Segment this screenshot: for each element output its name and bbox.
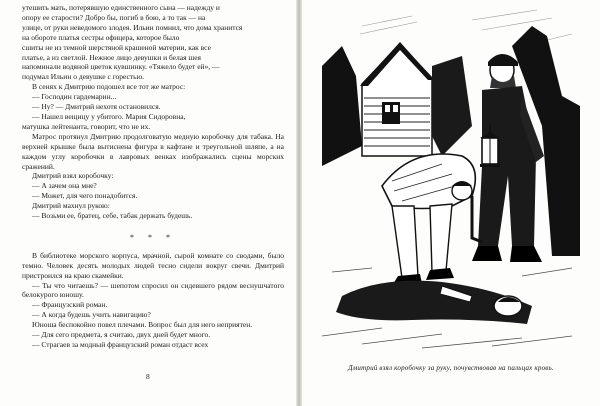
dark-tree: [322, 46, 362, 166]
dialogue-line: — Может, для чего понадобится.: [32, 191, 138, 201]
paragraph: Дмитрий махнул рукою:: [32, 201, 110, 211]
left-page: [0, 0, 296, 406]
text-line: подумал Ильин о девушке с горестью.: [22, 72, 145, 82]
dialogue-line: — А зачем она мне?: [32, 181, 97, 191]
paragraph: В библиотеке морского корпуса, мрачной, сырой комнате со сводами, было темно. Человек десять молодых людей тесно сидели вокруг свечи. Дмитрий пристроился на краю скамейки.: [22, 250, 284, 280]
right-page: [302, 0, 600, 406]
dialogue-line: — Для сего предмета, я считаю, двух дней будет много.: [32, 330, 211, 340]
text-line: сшиты не из темной шерстяной крашеной материи, как все: [22, 42, 211, 52]
text-line: на обороте платья сестры офицера, которое было: [22, 32, 180, 42]
paragraph: Юноша беспокойно повел плечами. Вопрос был для него неприятен.: [32, 320, 253, 330]
paragraph: Матрос протянул Дмитрию продолговатую медную коробочку для табака. На верхней крышке была вытиснена фигура в кафтане и треугольной шляпе, а на каждом углу коробочки в лавровых венках изображались сцены морских сражений.: [22, 131, 284, 171]
page-number: 8: [146, 372, 150, 381]
section-divider: * * *: [130, 232, 176, 242]
dialogue-line: — Ты что читаешь? — шепотом спросил он сидевшего рядом веснушчатого белокурого юношу.: [22, 280, 284, 300]
dialogue-line: — А когда будешь учить навигацию?: [32, 310, 151, 320]
text-line: платье, а из светлой. Нежное лицо девушки и белая шея: [22, 52, 201, 62]
dialogue-line: — Господин гардемарин...: [32, 92, 117, 102]
paragraph: В сенях к Дмитрию подошел все тот же матрос:: [32, 82, 186, 92]
text-line: опору ее старости? Добро бы, погиб в бою, а то так — на: [22, 12, 206, 22]
left-page-text: [22, 3, 284, 350]
house-drawing: [360, 42, 434, 156]
dialogue-line: — Французский роман.: [32, 300, 108, 310]
text-line: напоминали водяной цветок кувшинку. «Тяжело будет ей», —: [22, 62, 220, 72]
paragraph: Дмитрий взял коробочку:: [32, 171, 114, 181]
dialogue-line: матушка лейтенанта, говорит, что не их.: [22, 121, 151, 131]
ink-illustration: [322, 6, 580, 356]
illustration-caption: Дмитрий взял коробочку за руку, почувствовав на пальцах кровь.: [348, 364, 554, 372]
dialogue-line: — Возьми ее, братец, себе, табак держать будешь.: [32, 211, 193, 221]
lying-figure: [336, 281, 532, 324]
dialogue-line: — Ну? — Дмитрий нехотя остановился.: [32, 102, 161, 112]
bent-man: [382, 154, 482, 286]
text-line: улице, от руки неведомого злодея. Ильин помнил, что дома хранится: [22, 22, 243, 32]
text-line: утешить мать, потерявшую единственного сына — надежду и: [22, 3, 220, 12]
dialogue-line: — Нашел вещицу у убитого. Мария Сидоровна,: [32, 111, 186, 121]
dialogue-line: — Страгаев за модный французский роман отдаст всех: [32, 340, 209, 349]
